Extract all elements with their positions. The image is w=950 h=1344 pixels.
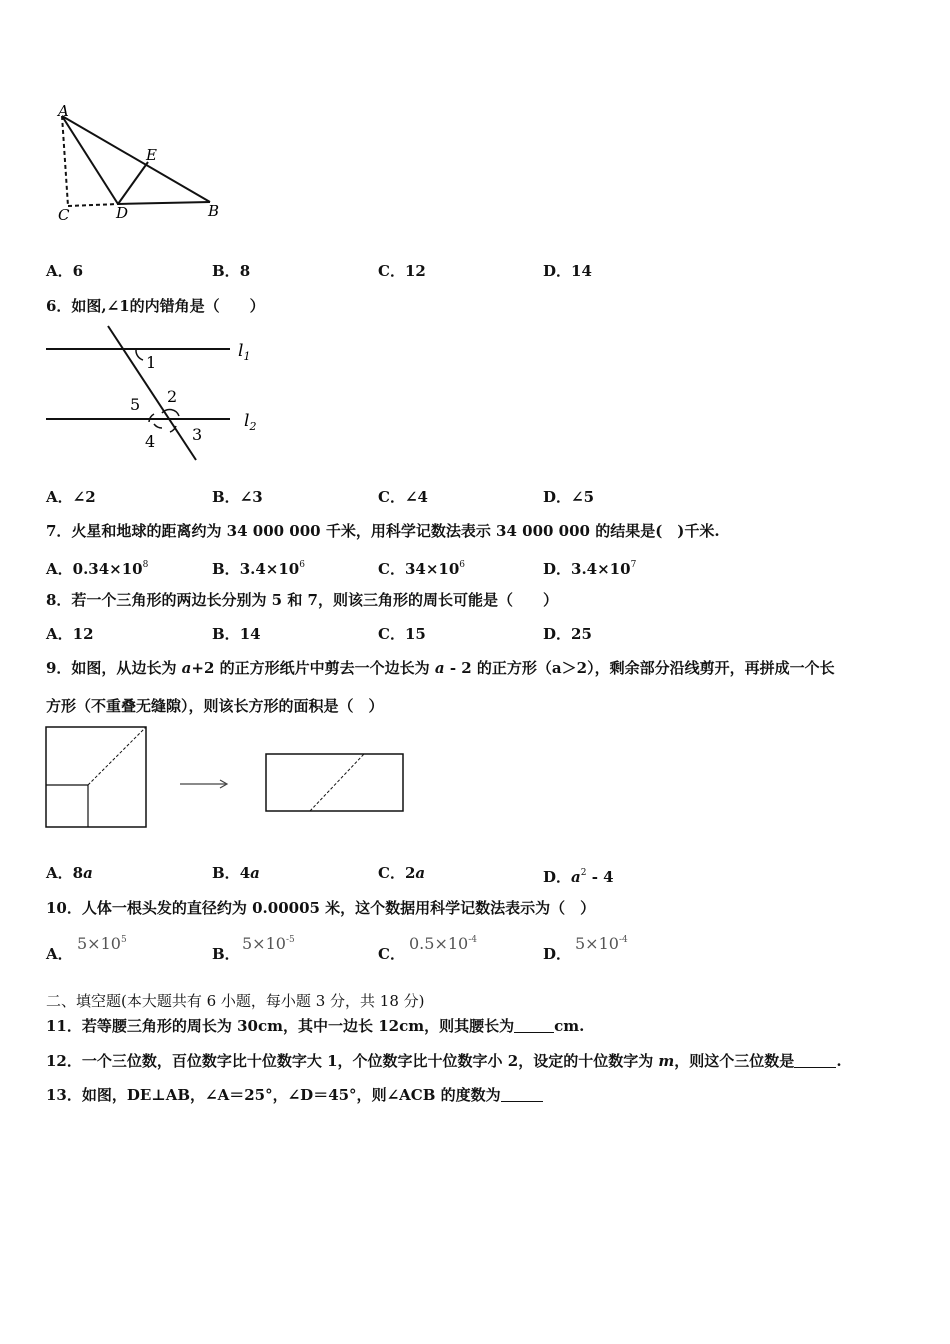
point-d-label: D — [116, 204, 129, 222]
q12-answer-blank[interactable] — [794, 1053, 836, 1068]
q9-option-a[interactable]: A．8a — [46, 864, 93, 882]
q10-option-b-value: $5\times 10^{-5}$ — [242, 934, 295, 953]
q10-question: 10．人体一根头发的直径约为 0.00005 米，这个数据用科学记数法表示为（ ） — [46, 899, 596, 917]
q6-option-b[interactable]: B．∠3 — [212, 488, 263, 506]
q7-option-d[interactable]: D．$3.4\times 10^7$ — [543, 560, 637, 578]
q10-option-b[interactable]: B． — [212, 945, 240, 963]
section-2-heading: 二、填空题(本大题共有 6 小题，每小题 3 分，共 18 分) — [46, 992, 425, 1010]
angle-4-label: 4 — [145, 432, 156, 451]
angle-1-label: 1 — [146, 353, 157, 372]
q8-option-c[interactable]: C．15 — [378, 625, 426, 643]
q5-option-c[interactable]: C．12 — [378, 262, 426, 280]
q5-option-d[interactable]: D．14 — [543, 262, 592, 280]
q10-option-a[interactable]: A． — [46, 945, 73, 963]
q10-option-d[interactable]: D． — [543, 945, 572, 963]
q10-option-c[interactable]: C． — [378, 945, 405, 963]
triangle-figure — [40, 100, 240, 230]
q11-question: 11．若等腰三角形的周长为 30cm，其中一边长 12cm，则其腰长为 cm. — [46, 1017, 585, 1035]
line-l1-label: $l_1$ — [238, 341, 251, 363]
q9-option-c[interactable]: C．2a — [378, 864, 426, 882]
q10-option-a-value: $5\times 10^5$ — [77, 934, 127, 953]
q9-option-b[interactable]: B．4a — [212, 864, 260, 882]
square-cut-figure — [40, 722, 420, 832]
q8-question: 8．若一个三角形的两边长分别为 5 和 7，则该三角形的周长可能是（ ） — [46, 591, 558, 609]
parallel-lines-figure — [40, 322, 280, 464]
point-c-label: C — [58, 206, 70, 224]
q7-option-c[interactable]: C．$34\times 10^6$ — [378, 560, 466, 578]
q12-question: 12．一个三位数，百位数字比十位数字大 1，个位数字比十位数字小 2，设定的十位数字为 m，则这个三位数是 . — [46, 1052, 842, 1070]
angle-5-label: 5 — [130, 395, 141, 414]
q10-option-d-value: $5\times 10^{-4}$ — [575, 934, 628, 953]
point-b-label: B — [208, 202, 220, 220]
point-e-label: E — [146, 146, 157, 164]
q13-question: 13．如图，DE⊥AB，∠A＝25°，∠D＝45°，则∠ACB 的度数为 — [46, 1086, 543, 1104]
q8-option-d[interactable]: D．25 — [543, 625, 592, 643]
q13-answer-blank[interactable] — [501, 1087, 543, 1102]
angle-2-label: 2 — [167, 387, 178, 406]
q5-option-b[interactable]: B．8 — [212, 262, 251, 280]
q9-question-line1: 9．如图，从边长为 a+2 的正方形纸片中剪去一个边长为 a - 2 的正方形（a＞2），剩余部分沿线剪开，再拼成一个长 — [46, 659, 835, 677]
q7-option-b[interactable]: B．$3.4\times 10^6$ — [212, 560, 305, 578]
q5-option-a[interactable]: A．6 — [46, 262, 84, 280]
q6-question: 6．如图,∠1的内错角是（ ） — [46, 297, 265, 315]
q7-option-a[interactable]: A．$0.34\times 10^8$ — [46, 560, 149, 578]
q10-option-c-value: $0.5\times 10^{-4}$ — [409, 934, 477, 953]
q7-question: 7．火星和地球的距离约为 34 000 000 千米，用科学记数法表示 34 000 000 的结果是( )千米. — [46, 522, 720, 540]
q8-option-a[interactable]: A．12 — [46, 625, 94, 643]
line-l2-label: $l_2$ — [244, 411, 257, 433]
point-a-label: A — [58, 102, 69, 120]
q9-question-line2: 方形（不重叠无缝隙），则该长方形的面积是（ ） — [46, 697, 384, 715]
q6-option-c[interactable]: C．∠4 — [378, 488, 428, 506]
q8-option-b[interactable]: B．14 — [212, 625, 261, 643]
q6-option-a[interactable]: A．∠2 — [46, 488, 96, 506]
angle-3-label: 3 — [192, 425, 203, 444]
q11-answer-blank[interactable] — [514, 1018, 554, 1033]
q6-option-d[interactable]: D．∠5 — [543, 488, 595, 506]
q9-option-d[interactable]: D．$a^2 - 4$ — [543, 868, 614, 886]
